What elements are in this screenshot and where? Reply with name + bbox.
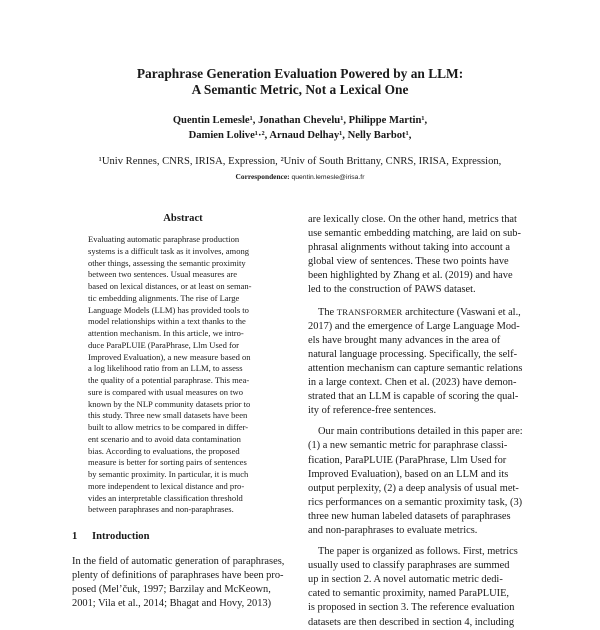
title-line-1: Paraphrase Generation Evaluation Powered by an LLM: bbox=[136, 66, 464, 81]
text-line: up in section 2. A novel automatic metric dedi- bbox=[308, 574, 503, 586]
authors-line-1: Quentin Lemesle¹, Jonathan Chevelu¹, Philippe Martin¹, bbox=[172, 115, 428, 126]
text-line: The TRANSFORMER architecture (Vaswani et al., bbox=[318, 306, 521, 318]
text-line: bias. According to evaluations, the proposed bbox=[88, 445, 240, 456]
text-line: the quality of a potential paraphrase. This mea- bbox=[88, 375, 250, 385]
text-line: built to allow metrics to be compared in differ- bbox=[88, 422, 249, 432]
text-line: vides an interpretable classification threshold bbox=[88, 492, 243, 503]
text-line: strated that an LLM is capable of scoring the qual- bbox=[308, 391, 519, 403]
abstract-body bbox=[88, 234, 278, 516]
text-line: in a large context. Chen et al. (2023) have demon- bbox=[308, 377, 517, 389]
text-line: Evaluating automatic paraphrase production bbox=[88, 234, 240, 244]
authors-line-2: Damien Lolive¹·², Arnaud Delhay¹, Nelly Barbot¹, bbox=[188, 129, 412, 141]
affiliations: ¹Univ Rennes, CNRS, IRISA, Expression, ²Univ of South Brittany, CNRS, IRISA, Expression, bbox=[98, 156, 502, 167]
correspondence-email[interactable]: quentin.lemesle@irisa.fr bbox=[291, 174, 365, 181]
text-line: ent scenario and to avoid data contamination bbox=[88, 433, 241, 444]
text-line: fication, ParaPLUIE (ParaPhrase, Llm Used for bbox=[308, 454, 507, 466]
text-line: (1) a new semantic metric for paraphrase classi- bbox=[308, 440, 508, 452]
text-line: attention mechanism. In this article, we intro- bbox=[88, 328, 244, 338]
transformer-term: TRANSFORMER bbox=[336, 306, 403, 317]
text-line: based on lexical distances, or at least on seman- bbox=[88, 281, 252, 291]
abstract-heading: Abstract bbox=[163, 213, 203, 224]
text-line: posed (Mel’čuk, 1997; Barzilay and McKeown, bbox=[72, 584, 271, 596]
text-line: by semantic proximity. In particular, it is much bbox=[88, 469, 249, 479]
text-line: usually used to classify paraphrases are summed bbox=[308, 560, 510, 572]
text-line: natural language processing. Specifically, the self- bbox=[308, 348, 518, 360]
text-line: The paper is organized as follows. First, metrics bbox=[318, 546, 518, 558]
text-line: between paraphrases and non-paraphrases. bbox=[88, 504, 234, 515]
text-line: cated to semantic proximity, named ParaPLUIE, bbox=[308, 588, 510, 600]
text-line: model relationships within a text thanks to the bbox=[88, 316, 246, 327]
title-line-2: A Semantic Metric, Not a Lexical One bbox=[191, 82, 409, 97]
text-line: els have brought many advances in the area of bbox=[308, 334, 501, 346]
text-line: between two sentences. Usual measures are bbox=[88, 269, 238, 280]
text-line: output perplexity, (2) a deep analysis of usual met- bbox=[308, 482, 519, 494]
paragraph-2 bbox=[308, 305, 538, 419]
text-line: a log likelihood ratio from an LLM, to assess bbox=[88, 363, 243, 374]
text-line: tic embedding alignments. The rise of Large bbox=[88, 292, 240, 303]
text-line: attention mechanism can capture semantic relations bbox=[308, 362, 523, 374]
text-line: plenty of definitions of paraphrases have been pro- bbox=[72, 570, 284, 582]
text-line: more independent to lexical distance and pro- bbox=[88, 480, 245, 491]
text-line: use semantic embedding matching, are laid on sub- bbox=[308, 228, 521, 240]
text-line: rics performances on a semantic proximity task, (3) bbox=[308, 496, 523, 508]
text-line: three new human labeled datasets of paraphrases bbox=[308, 510, 511, 522]
paragraph-4 bbox=[308, 545, 538, 630]
text-line: are lexically close. On the other hand, metrics that bbox=[308, 214, 517, 225]
text-line: this study. Three new small datasets have been bbox=[88, 410, 248, 421]
text-line: Language Models (LLM) has provided tools to bbox=[88, 304, 249, 315]
text-line: and non-paraphrases to evaluate metrics. bbox=[308, 524, 478, 536]
text-line: Our main contributions detailed in this paper are: bbox=[318, 426, 523, 438]
correspondence-label: Correspondence: bbox=[235, 172, 290, 181]
correspondence bbox=[0, 172, 600, 183]
text-line: In the field of automatic generation of paraphrases, bbox=[72, 556, 285, 567]
paragraph-3 bbox=[308, 425, 538, 538]
text-line: other things, assessing the semantic proximity bbox=[88, 257, 246, 268]
authors bbox=[0, 114, 600, 143]
text-line: phrasal alignments without taking into account a bbox=[308, 242, 510, 254]
text-line: led to the construction of PAWS dataset. bbox=[308, 284, 476, 296]
text-line: Improved Evaluation), based on an LLM and its bbox=[308, 468, 509, 480]
text-line: measure is better for sorting pairs of sentences bbox=[88, 457, 247, 468]
paragraph-1 bbox=[308, 213, 538, 298]
text-line: global view of sentences. These two points have bbox=[308, 256, 509, 268]
text-line: duce ParaPLUIE (ParaPhrase, Llm Used for bbox=[88, 339, 239, 350]
paper-title bbox=[0, 66, 600, 98]
text-line: Improved Evaluation), a new measure based on bbox=[88, 351, 251, 362]
text-line: been highlighted by Zhang et al. (2019) and have bbox=[308, 270, 513, 282]
text-line: systems is a difficult task as it involves, among bbox=[88, 245, 250, 256]
text-line: known by the NLP community datasets prior to bbox=[88, 398, 251, 409]
section-title: Introduction bbox=[92, 531, 150, 542]
section-heading-introduction bbox=[72, 530, 302, 543]
text-line: is proposed in section 3. The reference evaluation bbox=[308, 602, 515, 614]
text-line: ity of reference-free sentences. bbox=[308, 405, 437, 417]
text-line: datasets are then described in section 4, including bbox=[308, 616, 515, 628]
right-column bbox=[308, 213, 538, 630]
text-line: 2001; Vila et al., 2014; Bhagat and Hovy, 2013) bbox=[72, 598, 272, 610]
section-number: 1 bbox=[72, 531, 78, 542]
introduction-body bbox=[72, 555, 302, 611]
text-line: sure is compared with usual measures on two bbox=[88, 386, 243, 397]
text-line: 2017) and the emergence of Large Language Mod- bbox=[308, 320, 520, 332]
